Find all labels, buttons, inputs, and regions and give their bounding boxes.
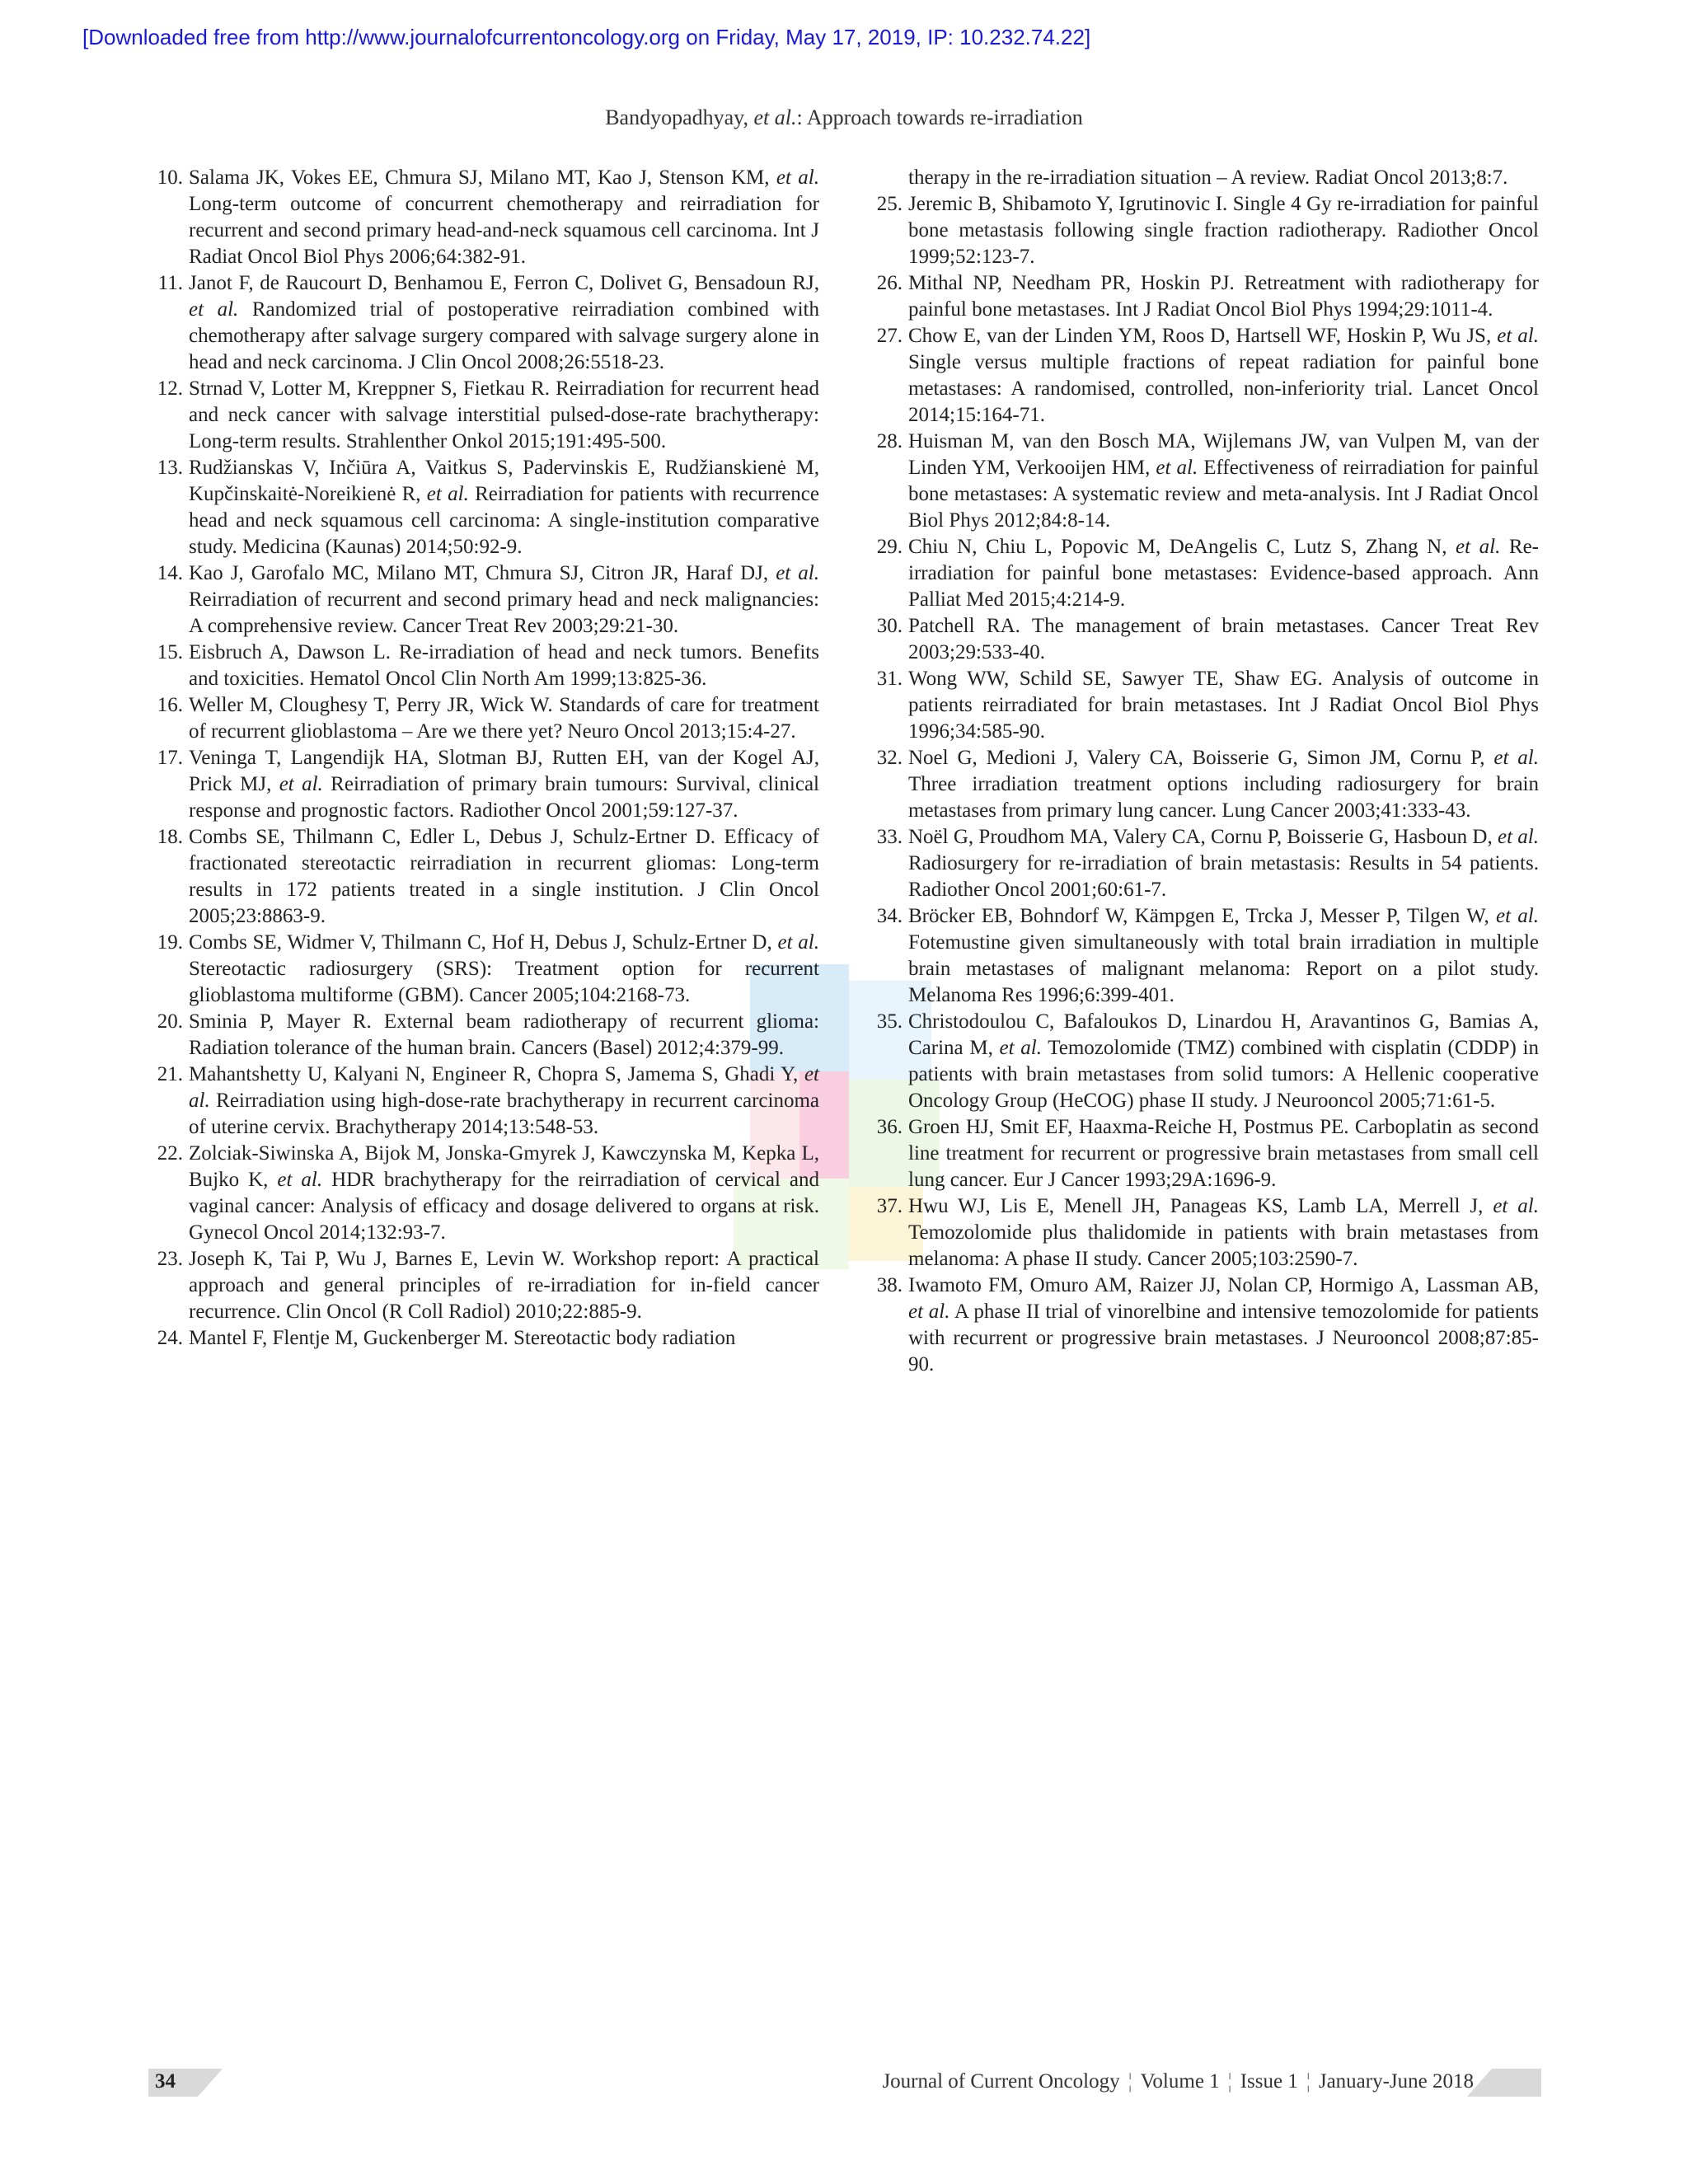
reference-item bbox=[870, 824, 1539, 903]
reference-text: Zolciak-Siwinska A, Bijok M, Jonska-Gmyrek J, Kawczynska M, Kepka L, Bujko K, bbox=[189, 1142, 819, 1191]
running-head-author: Bandyopadhyay, bbox=[605, 105, 754, 129]
reference-etal: et al. bbox=[1497, 826, 1539, 848]
reference-text-tail: Long-term outcome of concurrent chemotherapy and reirradiation for recurrent and second primary head-and-neck squamous cell carcinoma. Int J Radiat Oncol Biol Phys 2006;64:382-91. bbox=[189, 193, 819, 268]
reference-text-tail: Three irradiation treatment options including radiosurgery for brain metastases from primary lung cancer. Lung Cancer 2003;41:333-43. bbox=[908, 773, 1539, 822]
reference-etal: et al. bbox=[189, 1063, 819, 1112]
reference-etal: et al. bbox=[1493, 1195, 1539, 1217]
journal-volume: Volume 1 bbox=[1140, 2070, 1220, 2093]
reference-item bbox=[150, 824, 819, 930]
reference-number: 26. bbox=[876, 272, 903, 294]
reference-text-tail: Stereotactic radiosurgery (SRS): Treatment option for recurrent glioblastoma multiforme (GBM). Cancer 2005;104:2168-73. bbox=[189, 958, 819, 1006]
left-column bbox=[150, 165, 819, 1352]
right-column bbox=[870, 165, 1539, 1378]
reference-text: Rudžianskas V, Inčiūra A, Vaitkus S, Padervinskis E, Rudžianskienė M, Kupčinskaitė-Noreikienė R, bbox=[189, 457, 819, 505]
reference-text-tail: Single versus multiple fractions of repeat radiation for painful bone metastases: A randomised, controlled, non-inferiority trial. Lancet Oncol 2014;15:164-71. bbox=[908, 351, 1539, 426]
reference-etal: et al. bbox=[1156, 457, 1198, 479]
reference-text: Noel G, Medioni J, Valery CA, Boisserie G, Simon JM, Cornu P, bbox=[908, 747, 1494, 769]
reference-text: Weller M, Cloughesy T, Perry JR, Wick W. Standards of care for treatment of recurrent glioblastoma – Are we there yet? Neuro Oncol 2013;15:4-27. bbox=[189, 694, 819, 743]
reference-item bbox=[150, 560, 819, 640]
reference-text-tail: Reirradiation for patients with recurrence head and neck squamous cell carcinoma: A single-institution comparative study. Medicina (Kaunas) 2014;50:92-9. bbox=[189, 483, 819, 558]
reference-number: 31. bbox=[876, 668, 903, 690]
reference-item bbox=[870, 270, 1539, 323]
page-number: 34 bbox=[155, 2070, 176, 2093]
reference-number: 21. bbox=[157, 1063, 183, 1085]
running-head bbox=[0, 105, 1688, 130]
reference-text: Salama JK, Vokes EE, Chmura SJ, Milano MT, Kao J, Stenson KM, bbox=[189, 166, 776, 189]
reference-item bbox=[870, 1009, 1539, 1114]
reference-text-tail: Temozolomide plus thalidomide in patients with brain metastases from melanoma: A phase II study. Cancer 2005;103:2590-7. bbox=[908, 1221, 1539, 1270]
reference-text: Bröcker EB, Bohndorf W, Kämpgen E, Trcka J, Messer P, Tilgen W, bbox=[908, 905, 1496, 927]
reference-text-tail: Randomized trial of postoperative reirradiation combined with chemotherapy after salvage surgery compared with salvage surgery alone in head and neck carcinoma. J Clin Oncol 2008;26:5518-23. bbox=[189, 298, 819, 373]
reference-text: Christodoulou C, Bafaloukos D, Linardou H, Aravantinos G, Bamias A, Carina M, bbox=[908, 1010, 1539, 1059]
footer-separator: ¦ bbox=[1227, 2070, 1232, 2093]
reference-number: 20. bbox=[157, 1010, 183, 1033]
reference-text-tail: Reirradiation of recurrent and second primary head and neck malignancies: A comprehensive review. Cancer Treat Rev 2003;29:21-30. bbox=[189, 588, 819, 637]
reference-number: 17. bbox=[157, 747, 183, 769]
reference-etal: et al. bbox=[426, 483, 469, 505]
reference-item bbox=[150, 745, 819, 824]
reference-item bbox=[150, 640, 819, 692]
reference-etal: et al. bbox=[776, 166, 819, 189]
reference-item bbox=[870, 191, 1539, 270]
reference-text: Mantel F, Flentje M, Guckenberger M. Stereotactic body radiation bbox=[189, 1327, 736, 1349]
reference-text-tail: Reirradiation of primary brain tumours: Survival, clinical response and prognostic factors. Radiother Oncol 2001;59:127-37. bbox=[189, 773, 819, 822]
reference-item bbox=[870, 1193, 1539, 1272]
reference-text: Kao J, Garofalo MC, Milano MT, Chmura SJ, Citron JR, Haraf DJ, bbox=[189, 562, 776, 584]
reference-etal: et al. bbox=[999, 1037, 1042, 1059]
reference-text: Combs SE, Thilmann C, Edler L, Debus J, Schulz-Ertner D. Efficacy of fractionated stereotactic reirradiation in recurrent gliomas: Long-term results in 172 patients treated in a single institution. J Clin Oncol 2005;23:8863-9. bbox=[189, 826, 819, 927]
reference-item bbox=[870, 666, 1539, 745]
footer-separator: ¦ bbox=[1128, 2070, 1132, 2093]
reference-item bbox=[870, 1114, 1539, 1193]
reference-item bbox=[150, 1246, 819, 1325]
reference-item bbox=[870, 429, 1539, 534]
reference-item bbox=[870, 903, 1539, 1009]
reference-number: 15. bbox=[157, 641, 183, 663]
reference-number: 34. bbox=[876, 905, 903, 927]
reference-text: Patchell RA. The management of brain metastases. Cancer Treat Rev 2003;29:533-40. bbox=[908, 615, 1539, 663]
reference-text-tail: HDR brachytherapy for the reirradiation of cervical and vaginal cancer: Analysis of efficacy and dosage delivered to organs at risk. Gynecol Oncol 2014;132:93-7. bbox=[189, 1169, 819, 1244]
reference-text: Chow E, van der Linden YM, Roos D, Hartsell WF, Hoskin P, Wu JS, bbox=[908, 325, 1498, 347]
reference-etal: et al. bbox=[189, 298, 239, 321]
reference-number: 10. bbox=[157, 166, 183, 189]
reference-text-tail: Reirradiation using high-dose-rate brachytherapy in recurrent carcinoma of uterine cervix. Brachytherapy 2014;13:548-53. bbox=[189, 1090, 819, 1138]
reference-item bbox=[150, 1009, 819, 1062]
reference-number: 27. bbox=[876, 325, 903, 347]
reference-number: 23. bbox=[157, 1248, 183, 1270]
reference-item bbox=[870, 613, 1539, 666]
reference-item bbox=[150, 692, 819, 745]
reference-number: 22. bbox=[157, 1142, 183, 1165]
reference-text: Sminia P, Mayer R. External beam radiotherapy of recurrent glioma: Radiation tolerance of the human brain. Cancers (Basel) 2012;4:379-99. bbox=[189, 1010, 819, 1059]
reference-item bbox=[150, 270, 819, 376]
reference-text: Hwu WJ, Lis E, Menell JH, Panageas KS, Lamb LA, Merrell J, bbox=[908, 1195, 1493, 1217]
journal-date: January-June 2018 bbox=[1318, 2070, 1474, 2093]
reference-number: 35. bbox=[876, 1010, 903, 1033]
reference-number: 37. bbox=[876, 1195, 903, 1217]
reference-text: Combs SE, Widmer V, Thilmann C, Hof H, Debus J, Schulz-Ertner D, bbox=[189, 931, 778, 954]
reference-etal: et al. bbox=[1456, 536, 1501, 558]
reference-etal: et al. bbox=[777, 931, 819, 954]
reference-number: 30. bbox=[876, 615, 903, 637]
reference-text: Iwamoto FM, Omuro AM, Raizer JJ, Nolan CP, Hormigo A, Lassman AB, bbox=[908, 1274, 1539, 1296]
journal-name: Journal of Current Oncology bbox=[882, 2070, 1120, 2093]
reference-text: Joseph K, Tai P, Wu J, Barnes E, Levin W. Workshop report: A practical approach and general principles of re-irradiation for in-field cancer recurrence. Clin Oncol (R Coll Radiol) 2010;22:885-9. bbox=[189, 1248, 819, 1323]
reference-number: 18. bbox=[157, 826, 183, 848]
reference-text: Janot F, de Raucourt D, Benhamou E, Ferron C, Dolivet G, Bensadoun RJ, bbox=[189, 272, 819, 294]
reference-item bbox=[150, 1141, 819, 1246]
reference-etal: et al. bbox=[1496, 905, 1539, 927]
reference-etal: et al. bbox=[279, 773, 323, 795]
reference-number: 11. bbox=[157, 272, 183, 294]
reference-number: 14. bbox=[157, 562, 183, 584]
footer-separator: ¦ bbox=[1306, 2070, 1311, 2093]
reference-number: 33. bbox=[876, 826, 903, 848]
reference-text: Mithal NP, Needham PR, Hoskin PJ. Retreatment with radiotherapy for painful bone metastases. Int J Radiat Oncol Biol Phys 1994;29:1011-4. bbox=[908, 272, 1539, 321]
reference-text: Veninga T, Langendijk HA, Slotman BJ, Rutten EH, van der Kogel AJ, Prick MJ, bbox=[189, 747, 819, 795]
download-banner: [Downloaded free from http://www.journalofcurrentoncology.org on Friday, May 17, 2019, IP: 10.232.74.22] bbox=[82, 25, 1091, 49]
reference-etal: et al. bbox=[1493, 747, 1539, 769]
reference-number: 16. bbox=[157, 694, 183, 716]
reference-text: Jeremic B, Shibamoto Y, Igrutinovic I. Single 4 Gy re-irradiation for painful bone metastasis following single fraction radiotherapy. Radiother Oncol 1999;52:123-7. bbox=[908, 193, 1539, 268]
reference-number: 25. bbox=[876, 193, 903, 215]
running-head-etal: et al. bbox=[753, 105, 797, 129]
reference-etal: et al. bbox=[776, 562, 819, 584]
footer bbox=[148, 2069, 1541, 2097]
journal-footer-text bbox=[882, 2070, 1474, 2093]
reference-number: 28. bbox=[876, 430, 903, 452]
reference-etal: et al. bbox=[908, 1301, 950, 1323]
footer-right-tab bbox=[1467, 2069, 1541, 2097]
reference-number: 19. bbox=[157, 931, 183, 954]
running-head-title: : Approach towards re-irradiation bbox=[796, 105, 1083, 129]
reference-text: Noël G, Proudhom MA, Valery CA, Cornu P, Boisserie G, Hasboun D, bbox=[908, 826, 1498, 848]
reference-number: 32. bbox=[876, 747, 903, 769]
reference-item bbox=[870, 745, 1539, 824]
reference-continuation: therapy in the re-irradiation situation – A review. Radiat Oncol 2013;8:7. bbox=[908, 166, 1508, 189]
reference-text: Strnad V, Lotter M, Kreppner S, Fietkau R. Reirradiation for recurrent head and neck cancer with salvage interstitial pulsed-dose-rate brachytherapy: Long-term results. Strahlenther Onkol 2015;191:495-500. bbox=[189, 377, 819, 452]
reference-item bbox=[150, 1325, 819, 1352]
reference-etal: et al. bbox=[1497, 325, 1539, 347]
reference-number: 29. bbox=[876, 536, 903, 558]
reference-text-tail: Temozolomide (TMZ) combined with cisplatin (CDDP) in patients with brain metastases from solid tumors: A Hellenic cooperative Oncology Group (HeCOG) phase II study. J Neurooncol 2005;71:61-5. bbox=[908, 1037, 1539, 1112]
reference-text-tail: Effectiveness of reirradiation for painful bone metastases: A systematic review and meta-analysis. Int J Radiat Oncol Biol Phys 2012;84:8-14. bbox=[908, 457, 1539, 532]
reference-item bbox=[870, 534, 1539, 613]
reference-item bbox=[150, 455, 819, 560]
reference-text: Groen HJ, Smit EF, Haaxma-Reiche H, Postmus PE. Carboplatin as second line treatment for recurrent or progressive brain metastases from small cell lung cancer. Eur J Cancer 1993;29A:1696-9. bbox=[908, 1116, 1539, 1191]
reference-text: Eisbruch A, Dawson L. Re-irradiation of head and neck tumors. Benefits and toxicities. Hematol Oncol Clin North Am 1999;13:825-36. bbox=[189, 641, 819, 690]
reference-text-tail: A phase II trial of vinorelbine and intensive temozolomide for patients with recurrent or progressive brain metastases. J Neurooncol 2008;87:85-90. bbox=[908, 1301, 1539, 1376]
reference-number: 38. bbox=[876, 1274, 903, 1296]
reference-item bbox=[870, 323, 1539, 429]
reference-text: Mahantshetty U, Kalyani N, Engineer R, Chopra S, Jamema S, Ghadi Y, bbox=[189, 1063, 804, 1085]
reference-item bbox=[870, 1272, 1539, 1378]
reference-item bbox=[150, 165, 819, 270]
reference-number: 36. bbox=[876, 1116, 903, 1138]
reference-item bbox=[150, 376, 819, 455]
reference-text-tail: Fotemustine given simultaneously with total brain irradiation in multiple brain metastases of malignant melanoma: Report on a pilot study. Melanoma Res 1996;6:399-401. bbox=[908, 931, 1539, 1006]
reference-number: 13. bbox=[157, 457, 183, 479]
reference-text: Huisman M, van den Bosch MA, Wijlemans JW, van Vulpen M, van der Linden YM, Verkooijen HM, bbox=[908, 430, 1539, 479]
reference-text: Chiu N, Chiu L, Popovic M, DeAngelis C, Lutz S, Zhang N, bbox=[908, 536, 1456, 558]
reference-etal: et al. bbox=[277, 1169, 323, 1191]
reference-item bbox=[150, 1062, 819, 1141]
reference-number: 24. bbox=[157, 1327, 183, 1349]
journal-issue: Issue 1 bbox=[1240, 2070, 1298, 2093]
reference-number: 12. bbox=[157, 377, 183, 400]
reference-item bbox=[150, 930, 819, 1009]
reference-text-tail: Re-irradiation for painful bone metastases: Evidence-based approach. Ann Palliat Med 2015;4:214-9. bbox=[908, 536, 1539, 611]
reference-text: Wong WW, Schild SE, Sawyer TE, Shaw EG. Analysis of outcome in patients reirradiated for brain metastases. Int J Radiat Oncol Biol Phys 1996;34:585-90. bbox=[908, 668, 1539, 743]
reference-text-tail: Radiosurgery for re-irradiation of brain metastasis: Results in 54 patients. Radiother Oncol 2001;60:61-7. bbox=[908, 852, 1539, 901]
